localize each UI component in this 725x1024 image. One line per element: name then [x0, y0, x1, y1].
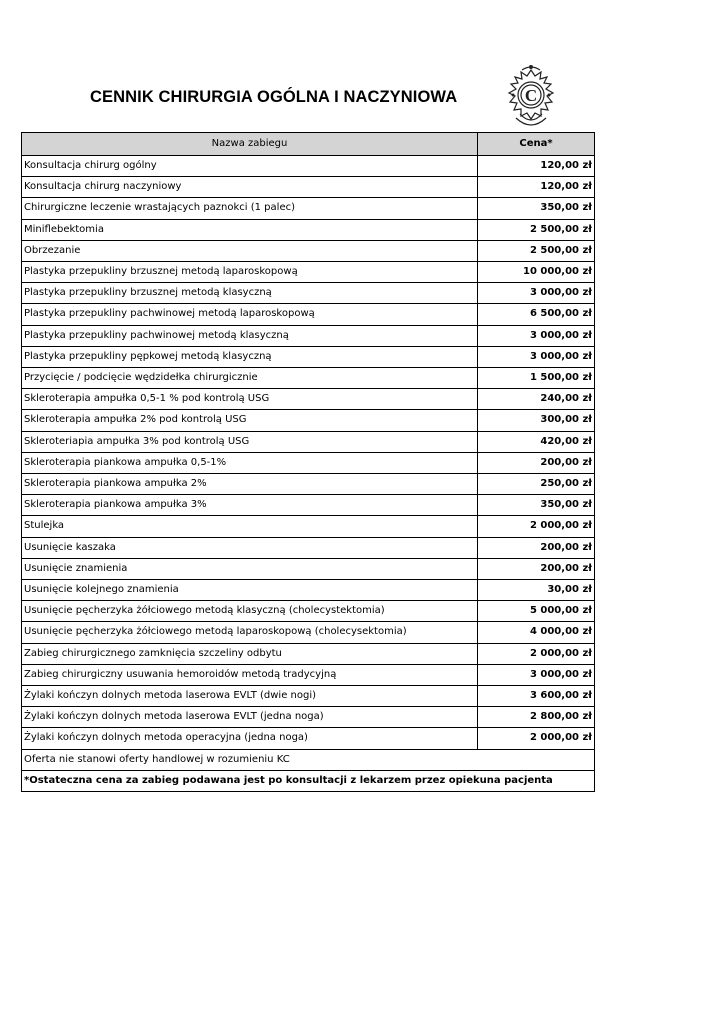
- header-price: Cena*: [478, 133, 595, 156]
- table-row: [22, 643, 595, 664]
- procedure-price: 200,00 zł: [478, 452, 595, 473]
- procedure-price: 2 500,00 zł: [478, 240, 595, 261]
- procedure-price: 2 000,00 zł: [478, 728, 595, 749]
- table-row: [22, 474, 595, 495]
- procedure-name: Usunięcie kolejnego znamienia: [22, 580, 478, 601]
- procedure-price: 2 000,00 zł: [478, 516, 595, 537]
- table-row: [22, 537, 595, 558]
- table-row: [22, 177, 595, 198]
- procedure-name: Zabieg chirurgiczny usuwania hemoroidów metodą tradycyjną: [22, 664, 478, 685]
- procedure-name: Żylaki kończyn dolnych metoda laserowa EVLT (jedna noga): [22, 707, 478, 728]
- procedure-name: Konsultacja chirurg ogólny: [22, 156, 478, 177]
- header-name: Nazwa zabiegu: [22, 133, 478, 156]
- table-row: [22, 410, 595, 431]
- procedure-name: Plastyka przepukliny pachwinowej metodą laparoskopową: [22, 304, 478, 325]
- table-row: [22, 728, 595, 749]
- table-row: [22, 558, 595, 579]
- table-row: [22, 262, 595, 283]
- table-row: [22, 707, 595, 728]
- procedure-price: 250,00 zł: [478, 474, 595, 495]
- table-row: [22, 325, 595, 346]
- procedure-price: 3 000,00 zł: [478, 325, 595, 346]
- table-row: [22, 516, 595, 537]
- table-row: [22, 283, 595, 304]
- table-row: [22, 622, 595, 643]
- table-row: [22, 368, 595, 389]
- procedure-name: Usunięcie pęcherzyka żółciowego metodą klasyczną (cholecystektomia): [22, 601, 478, 622]
- procedure-name: Przycięcie / podcięcie wędzidełka chirurgicznie: [22, 368, 478, 389]
- procedure-price: 4 000,00 zł: [478, 622, 595, 643]
- procedure-name: Miniflebektomia: [22, 219, 478, 240]
- footnote-offer: Oferta nie stanowi oferty handlowej w rozumieniu KC: [22, 749, 595, 770]
- procedure-price: 200,00 zł: [478, 558, 595, 579]
- table-row: [22, 240, 595, 261]
- price-table: [21, 132, 595, 792]
- procedure-price: 240,00 zł: [478, 389, 595, 410]
- procedure-name: Plastyka przepukliny brzusznej metodą laparoskopową: [22, 262, 478, 283]
- table-row: [22, 304, 595, 325]
- procedure-price: 3 000,00 zł: [478, 664, 595, 685]
- table-row: [22, 580, 595, 601]
- procedure-price: 2 000,00 zł: [478, 643, 595, 664]
- procedure-name: Plastyka przepukliny pachwinowej metodą klasyczną: [22, 325, 478, 346]
- procedure-price: 3 600,00 zł: [478, 686, 595, 707]
- procedure-price: 2 500,00 zł: [478, 219, 595, 240]
- table-row: [22, 452, 595, 473]
- procedure-name: Skleroterapia piankowa ampułka 3%: [22, 495, 478, 516]
- table-row: [22, 664, 595, 685]
- procedure-price: 350,00 zł: [478, 495, 595, 516]
- procedure-name: Zabieg chirurgicznego zamknięcia szczeliny odbytu: [22, 643, 478, 664]
- table-row: [22, 346, 595, 367]
- procedure-price: 3 000,00 zł: [478, 346, 595, 367]
- table-row: [22, 601, 595, 622]
- footnote-price-note: *Ostateczna cena za zabieg podawana jest po konsultacji z lekarzem przez opiekuna pacjenta: [22, 770, 595, 791]
- procedure-price: 120,00 zł: [478, 156, 595, 177]
- procedure-price: 6 500,00 zł: [478, 304, 595, 325]
- table-header-row: [22, 133, 595, 156]
- procedure-name: Żylaki kończyn dolnych metoda operacyjna (jedna noga): [22, 728, 478, 749]
- procedure-name: Usunięcie pęcherzyka żółciowego metodą laparoskopową (cholecysektomia): [22, 622, 478, 643]
- procedure-price: 350,00 zł: [478, 198, 595, 219]
- table-row: [22, 431, 595, 452]
- table-row: [22, 686, 595, 707]
- procedure-name: Stulejka: [22, 516, 478, 537]
- procedure-name: Chirurgiczne leczenie wrastających paznokci (1 palec): [22, 198, 478, 219]
- procedure-name: Skleroteriapia ampułka 3% pod kontrolą USG: [22, 431, 478, 452]
- procedure-price: 120,00 zł: [478, 177, 595, 198]
- procedure-name: Skleroterapia ampułka 0,5-1 % pod kontrolą USG: [22, 389, 478, 410]
- procedure-name: Konsultacja chirurg naczyniowy: [22, 177, 478, 198]
- procedure-price: 10 000,00 zł: [478, 262, 595, 283]
- procedure-name: Usunięcie znamienia: [22, 558, 478, 579]
- procedure-name: Plastyka przepukliny pępkowej metodą klasyczną: [22, 346, 478, 367]
- procedure-name: Żylaki kończyn dolnych metoda laserowa EVLT (dwie nogi): [22, 686, 478, 707]
- footnote-row: [22, 770, 595, 791]
- procedure-price: 1 500,00 zł: [478, 368, 595, 389]
- procedure-price: 300,00 zł: [478, 410, 595, 431]
- procedure-price: 200,00 zł: [478, 537, 595, 558]
- table-row: [22, 389, 595, 410]
- procedure-name: Usunięcie kaszaka: [22, 537, 478, 558]
- svg-text:C: C: [524, 86, 538, 105]
- procedure-name: Plastyka przepukliny brzusznej metodą klasyczną: [22, 283, 478, 304]
- footnote-row: [22, 749, 595, 770]
- procedure-price: 420,00 zł: [478, 431, 595, 452]
- procedure-name: Skleroterapia ampułka 2% pod kontrolą USG: [22, 410, 478, 431]
- procedure-name: Skleroterapia piankowa ampułka 2%: [22, 474, 478, 495]
- procedure-name: Skleroterapia piankowa ampułka 0,5-1%: [22, 452, 478, 473]
- procedure-price: 2 800,00 zł: [478, 707, 595, 728]
- crest-logo-icon: [496, 64, 566, 134]
- table-row: [22, 219, 595, 240]
- table-row: [22, 198, 595, 219]
- page-title: CENNIK CHIRURGIA OGÓLNA I NACZYNIOWA: [90, 88, 458, 106]
- procedure-price: 3 000,00 zł: [478, 283, 595, 304]
- table-row: [22, 156, 595, 177]
- procedure-price: 5 000,00 zł: [478, 601, 595, 622]
- table-row: [22, 495, 595, 516]
- procedure-name: Obrzezanie: [22, 240, 478, 261]
- procedure-price: 30,00 zł: [478, 580, 595, 601]
